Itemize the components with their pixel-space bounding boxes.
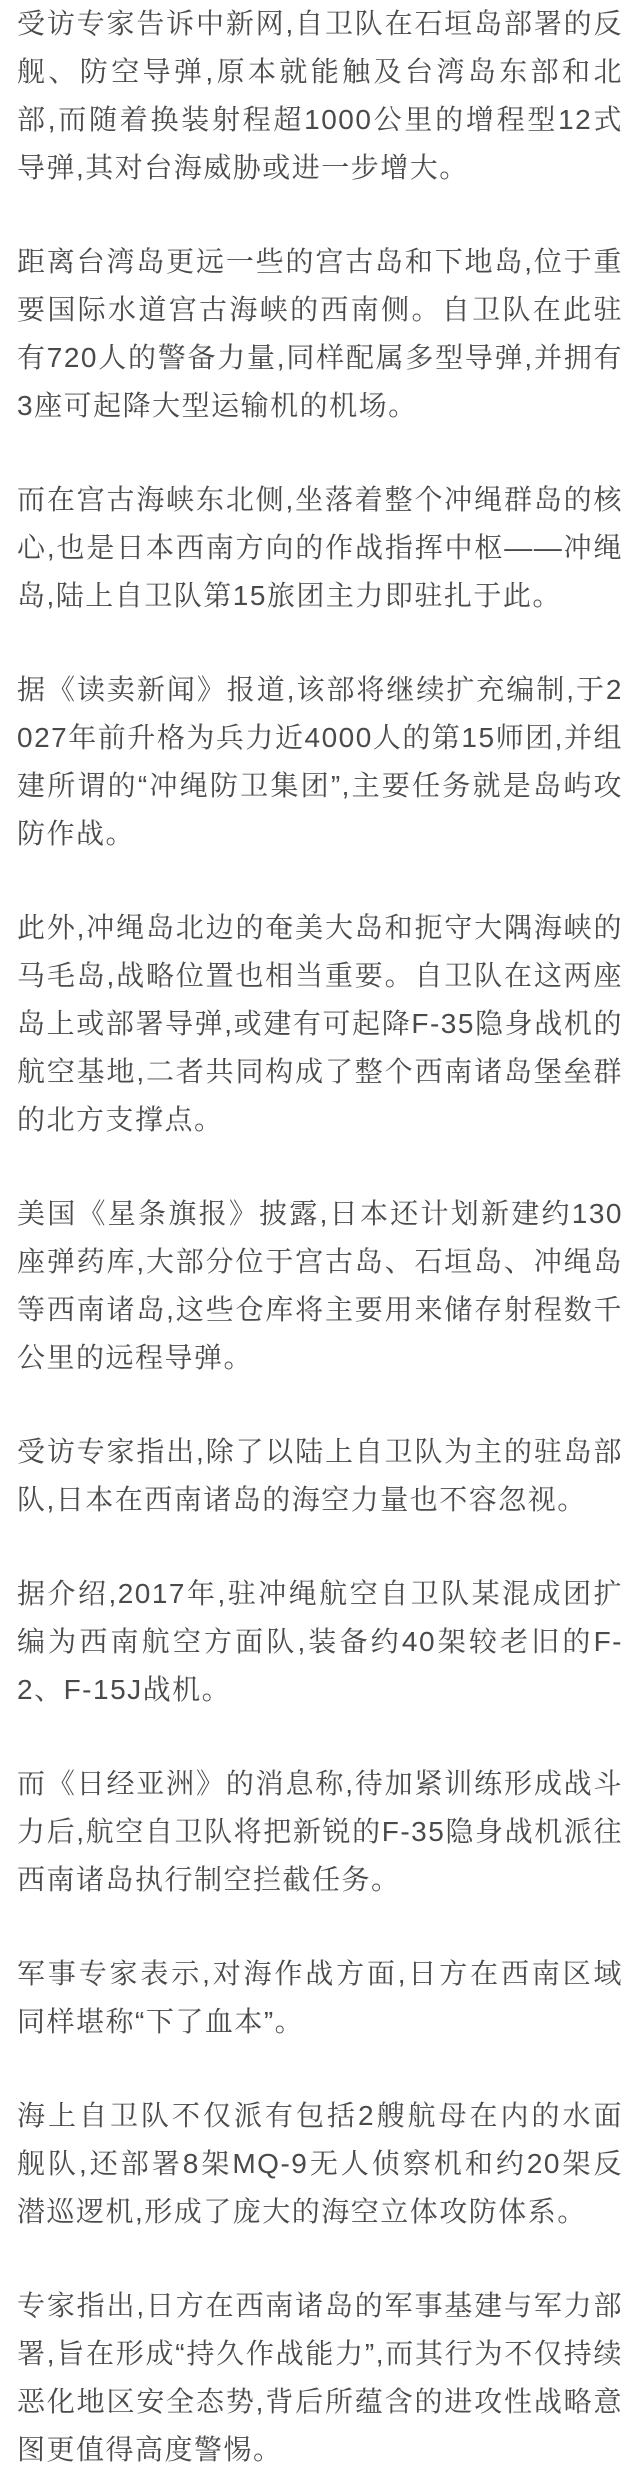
paragraph-4: 据《读卖新闻》报道,该部将继续扩充编制,于2027年前升格为兵力近4000人的第15师团,并组建所谓的“冲绳防卫集团”,主要任务就是岛屿攻防作战。 [17,674,623,849]
paragraph-10: 军事专家表示,对海作战方面,日方在西南区域同样堪称“下了血本”。 [17,1958,623,2037]
paragraph-5: 此外,冲绳岛北边的奄美大岛和扼守大隅海峡的马毛岛,战略位置也相当重要。自卫队在这两座岛上或部署导弹,或建有可起降F-35隐身战机的航空基地,二者共同构成了整个西南诸岛堡垒群的北方支撑点。 [17,912,623,1135]
paragraph-3: 而在宫古海峡东北侧,坐落着整个冲绳群岛的核心,也是日本西南方向的作战指挥中枢——冲绳岛,陆上自卫队第15旅团主力即驻扎于此。 [17,484,623,611]
paragraph-8: 据介绍,2017年,驻冲绳航空自卫队某混成团扩编为西南航空方面队,装备约40架较老旧的F-2、F-15J战机。 [17,1578,623,1705]
paragraph-11: 海上自卫队不仅派有包括2艘航母在内的水面舰队,还部署8架MQ-9无人侦察机和约20架反潜巡逻机,形成了庞大的海空立体攻防体系。 [17,2100,623,2227]
paragraph-2: 距离台湾岛更远一些的宫古岛和下地岛,位于重要国际水道宫古海峡的西南侧。自卫队在此驻有720人的警备力量,同样配属多型导弹,并拥有3座可起降大型运输机的机场。 [17,246,623,421]
paragraph-12: 专家指出,日方在西南诸岛的军事基建与军力部署,旨在形成“持久作战能力”,而其行为不仅持续恶化地区安全态势,背后所蕴含的进攻性战略意图更值得高度警惕。 [17,2290,623,2465]
paragraph-1: 受访专家告诉中新网,自卫队在石垣岛部署的反舰、防空导弹,原本就能触及台湾岛东部和北部,而随着换装射程超1000公里的增程型12式导弹,其对台海威胁或进一步增大。 [17,8,623,183]
paragraph-6: 美国《星条旗报》披露,日本还计划新建约130座弹药库,大部分位于宫古岛、石垣岛、冲绳岛等西南诸岛,这些仓库将主要用来储存射程数千公里的远程导弹。 [17,1198,623,1373]
paragraph-7: 受访专家指出,除了以陆上自卫队为主的驻岛部队,日本在西南诸岛的海空力量也不容忽视。 [17,1436,623,1515]
paragraph-9: 而《日经亚洲》的消息称,待加紧训练形成战斗力后,航空自卫队将把新锐的F-35隐身战机派往西南诸岛执行制空拦截任务。 [17,1768,623,1895]
